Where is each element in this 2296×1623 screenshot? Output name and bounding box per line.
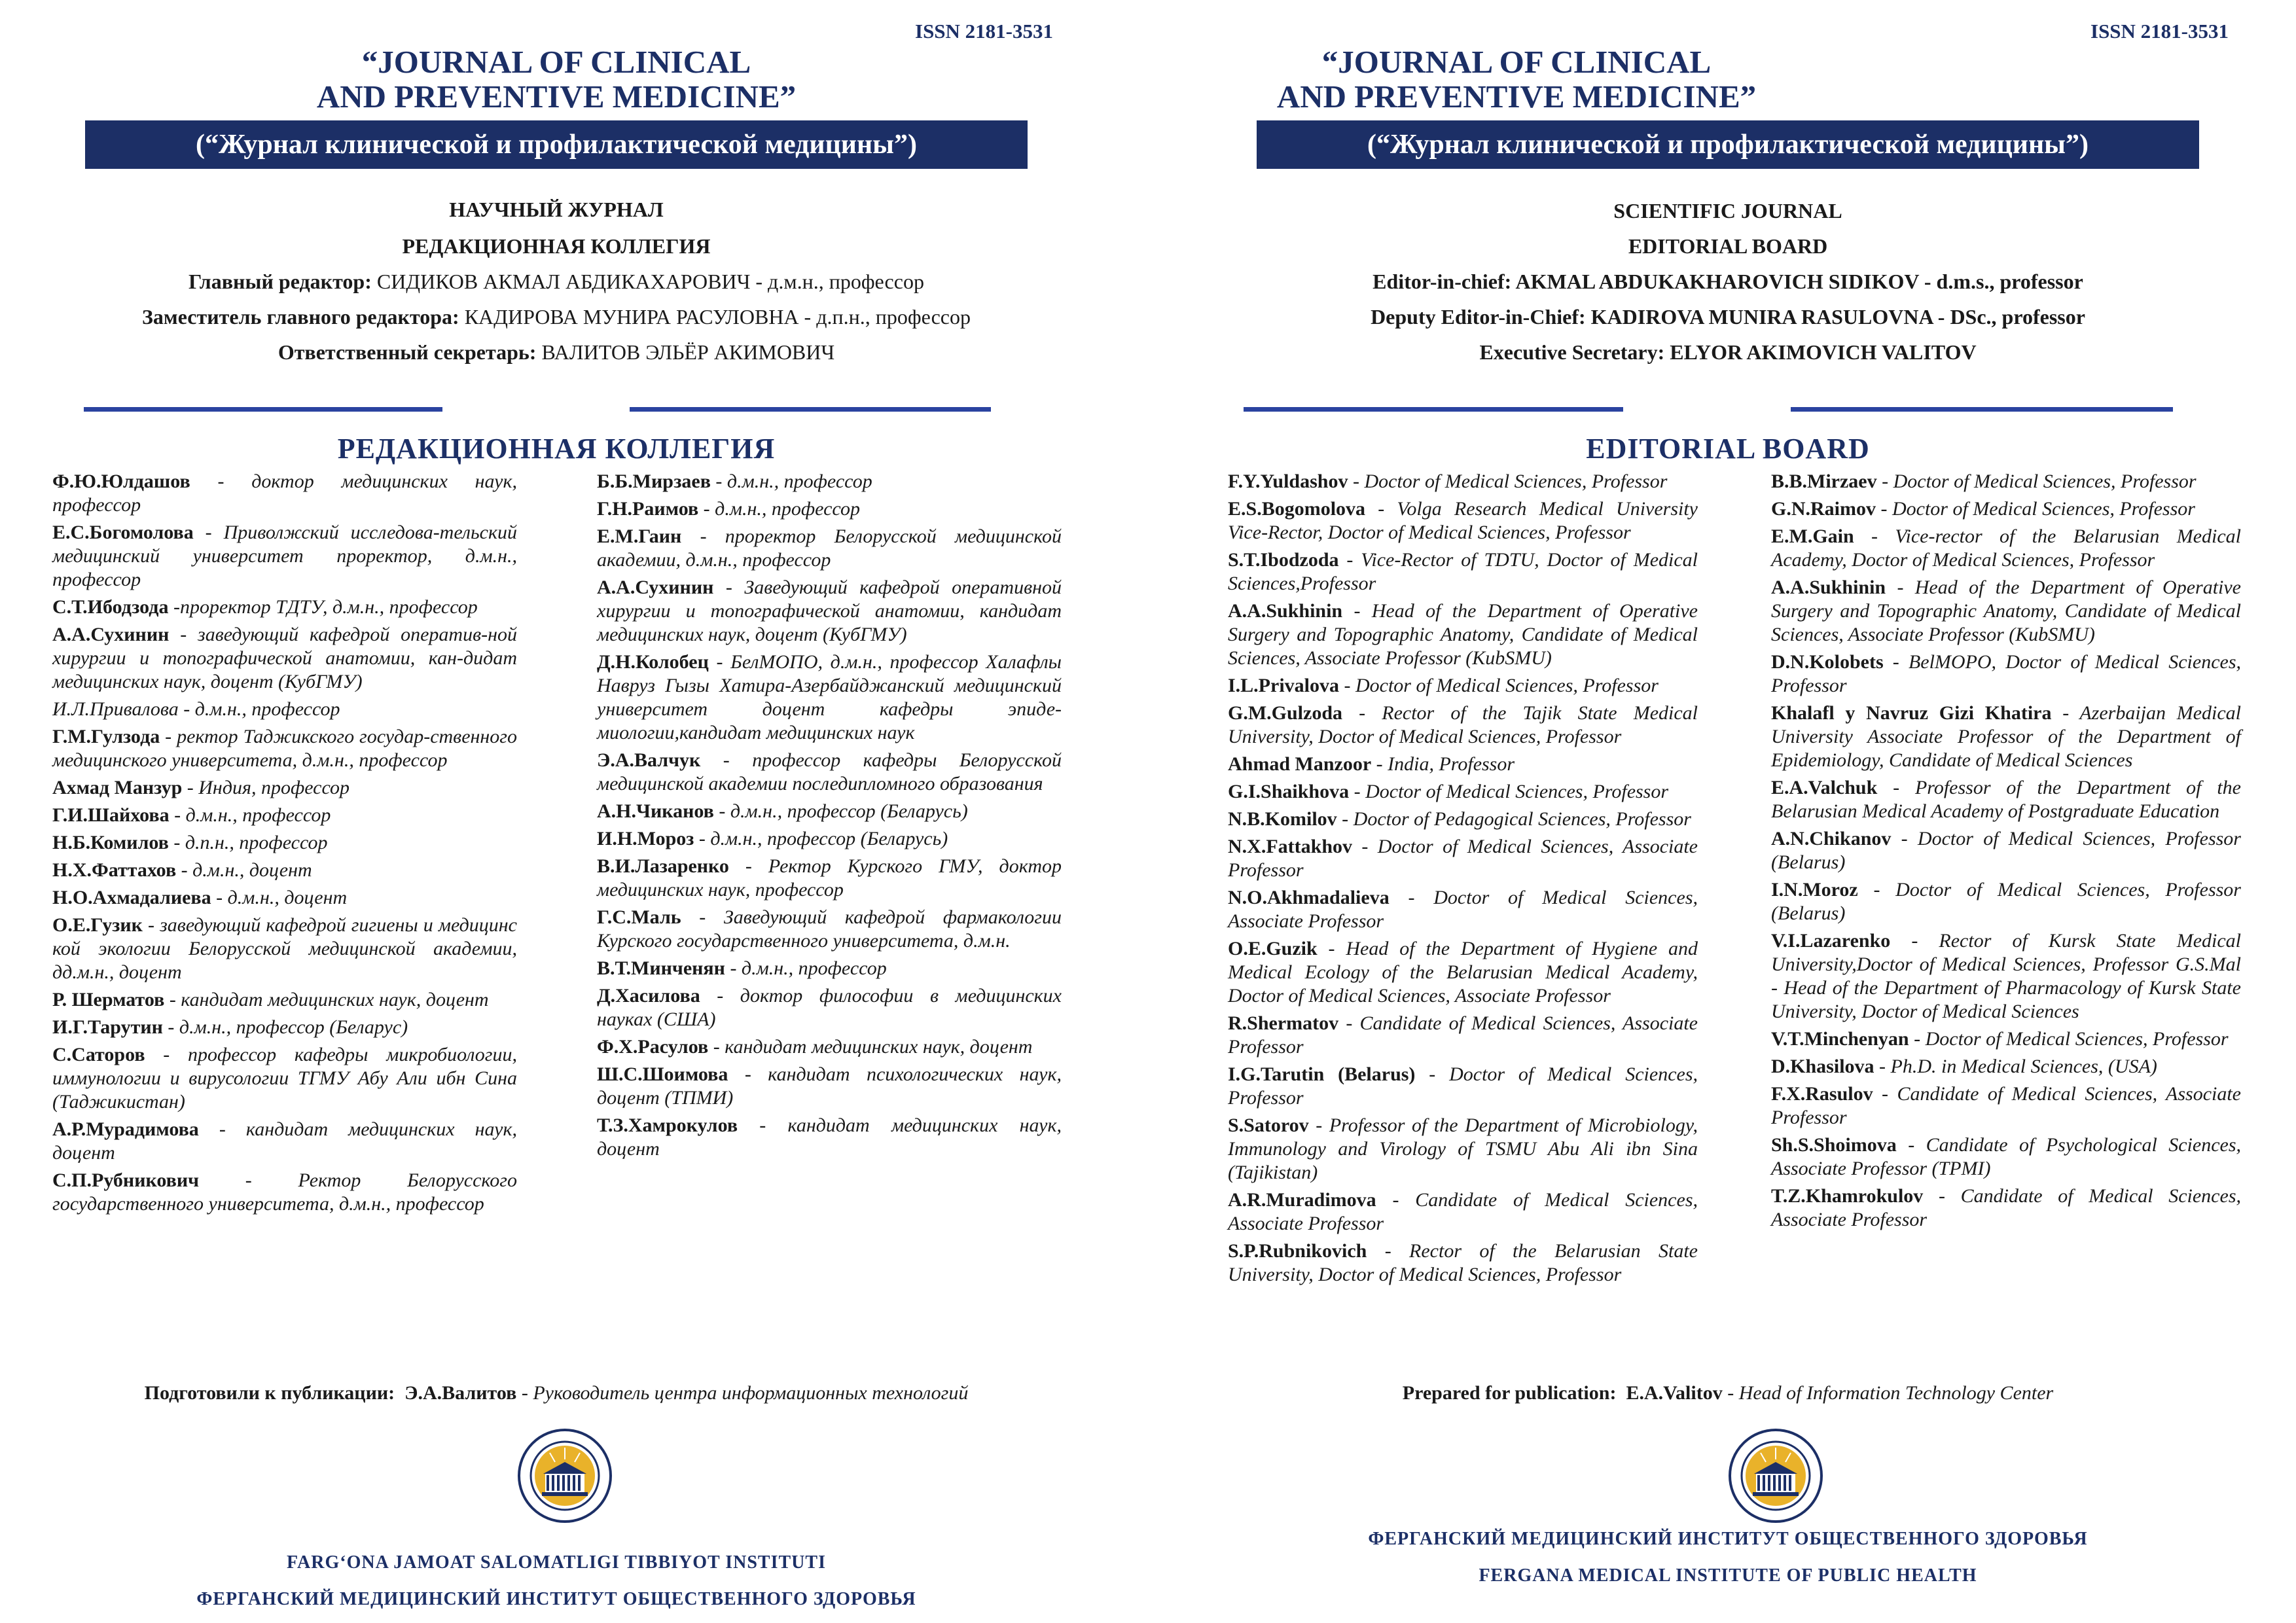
board-member-entry: [597, 525, 1062, 572]
deputy-label: Заместитель главного редактора:: [142, 305, 459, 329]
board-member-entry: [597, 800, 1062, 823]
institute-name-line2: ФЕРГАНСКИЙ МЕДИЦИНСКИЙ ИНСТИТУТ ОБЩЕСТВЕННОГО ЗДОРОВЬЯ: [196, 1589, 916, 1609]
board-member-entry: [52, 623, 517, 694]
board-member-name: Е.С.Богомолова: [52, 522, 194, 543]
divider-rule: [1244, 407, 1623, 412]
board-member-entry: [597, 470, 1062, 493]
board-member-description: - кандидат психологических наук, доцент (ТПМИ): [597, 1063, 1062, 1109]
editor-in-chief: [85, 268, 1028, 294]
board-member-entry: [597, 906, 1062, 953]
board-member-description: - Candidate of Medical Sciences, Associate Professor: [1771, 1083, 2241, 1128]
secretary-label: Ответственный секретарь:: [278, 340, 537, 364]
board-member-name: А.Н.Чиканов: [597, 800, 714, 822]
board-member-name: Ш.С.Шоимова: [597, 1063, 728, 1085]
institute-name-line1: ФЕРГАНСКИЙ МЕДИЦИНСКИЙ ИНСТИТУТ ОБЩЕСТВЕННОГО ЗДОРОВЬЯ: [1368, 1529, 2088, 1549]
board-member-entry: [597, 749, 1062, 796]
board-member-entry: [1228, 1063, 1698, 1110]
secretary-value: ВАЛИТОВ ЭЛЬЁР АКИМОВИЧ: [536, 340, 835, 364]
editor-in-chief: Editor-in-chief: AKMAL ABDUKAKHAROVICH SIDIKOV - d.m.s., professor: [1372, 270, 2083, 293]
board-member-description: И.Л.Привалова - д.м.н., профессор: [52, 698, 340, 720]
board-member-entry: [1228, 1114, 1698, 1185]
board-member-entry: [52, 776, 517, 800]
board-member-entry: [597, 1035, 1062, 1059]
board-member-name: G.I.Shaikhova: [1228, 781, 1350, 802]
board-member-name: А.Р.Мурадимова: [52, 1118, 199, 1140]
board-member-description: - д.м.н., профессор: [725, 957, 887, 979]
board-member-name: E.A.Valchuk: [1771, 777, 1878, 798]
board-member-description: - профессор кафедры микробиологии, иммунологии и вирусологии ТГМУ Абу Али ибн Сина (Таджикистан): [52, 1044, 517, 1113]
board-member-description: - БелМОПО, д.м.н., профессор Халафлы Навруз Гызы Хатира-Азербайджанский медицинский университет доцент кафедры эпиде-миологии,кандидат медицинских наук: [597, 651, 1062, 743]
board-member-name: N.O.Akhmadalieva: [1228, 887, 1390, 908]
board-member-name: Р. Шерматов: [52, 989, 165, 1010]
journal-subtitle-banner: (“Журнал клинической и профилактической медицины”): [85, 120, 1028, 169]
board-member-name: A.R.Muradimova: [1228, 1189, 1376, 1211]
board-member-entry: [52, 725, 517, 772]
board-member-entry: [52, 859, 517, 882]
board-member-entry: [1228, 599, 1698, 670]
board-member-entry: [52, 698, 517, 721]
board-member-name: O.E.Guzik: [1228, 938, 1318, 959]
board-member-entry: [597, 1063, 1062, 1110]
board-member-name: С.Саторов: [52, 1044, 145, 1065]
prep-label: Подготовили к публикации:: [144, 1382, 395, 1404]
board-member-name: Д.Хасилова: [597, 985, 700, 1007]
issn-label: ISSN 2181-3531: [915, 20, 1054, 43]
board-member-description: - Doctor of Medical Sciences, Professor: [1909, 1028, 2229, 1050]
board-member-name: I.N.Moroz: [1771, 879, 1858, 901]
board-member-entry: [597, 984, 1062, 1031]
board-member-description: - Rector of the Belarusian State University, Doctor of Medical Sciences, Professor: [1228, 1240, 1698, 1285]
board-member-name: V.I.Lazarenko: [1771, 930, 1891, 952]
board-member-description: - Doctor of Medical Sciences, Professor: [1228, 1063, 1698, 1109]
board-member-description: - Doctor of Medical Sciences, Professor: [1339, 675, 1659, 696]
board-member-entry: [1771, 497, 2241, 521]
board-member-name: Н.О.Ахмадалиева: [52, 887, 211, 908]
divider-rule: [630, 407, 991, 412]
board-member-name: Ахмад Манзур: [52, 777, 183, 798]
board-member-description: - проректор Белорусской медицинской академии, д.м.н., профессор: [597, 526, 1062, 571]
journal-subtitle-banner: (“Журнал клинической и профилактической медицины”): [1257, 120, 2199, 169]
board-member-entry: [52, 914, 517, 984]
board-column-1: [1228, 470, 1698, 1291]
board-member-description: - Volga Research Medical University Vice-Rector, Doctor of Medical Sciences, Professor: [1228, 498, 1698, 543]
board-column-2: [597, 470, 1062, 1165]
board-member-name: Ahmad Manzoor: [1228, 753, 1372, 775]
board-member-entry: [597, 957, 1062, 980]
board-member-description: - Doctor of Medical Sciences, Professor: [1876, 498, 2195, 520]
divider-rule: [84, 407, 442, 412]
journal-title: [1268, 45, 1765, 114]
prepared-for-publication: [85, 1382, 1028, 1404]
section-title: EDITORIAL BOARD: [1586, 433, 1870, 465]
board-member-entry: [1771, 525, 2241, 572]
board-member-name: A.A.Sukhinin: [1228, 600, 1343, 622]
board-member-description: - Head of the Department of Hygiene and Medical Ecology of the Belarusian Medical Academy, Doctor of Medical Sciences, Associate Professor: [1228, 938, 1698, 1007]
board-member-name: G.N.Raimov: [1771, 498, 1876, 520]
board-member-name: N.B.Komilov: [1228, 808, 1337, 830]
board-member-description: - Ректор Белорусского государственного университета, д.м.н., профессор: [52, 1169, 517, 1215]
board-member-entry: [1228, 1240, 1698, 1287]
board-member-entry: [1771, 702, 2241, 772]
board-member-description: - заведующий кафедрой гигиены и медицинс кой экологии Белорусской медицинской академии, дд.м.н., доцент: [52, 914, 517, 983]
board-member-entry: [1771, 651, 2241, 698]
board-member-entry: [52, 988, 517, 1012]
board-member-description: - Doctor of Medical Sciences, Professor: [1876, 471, 2197, 492]
board-member-name: A.N.Chikanov: [1771, 828, 1892, 849]
board-member-description: - д.м.н., доцент: [176, 859, 312, 881]
board-member-name: Е.М.Гаин: [597, 526, 682, 547]
board-member-name: V.T.Minchenyan: [1771, 1028, 1909, 1050]
section-title: РЕДАКЦИОННАЯ КОЛЛЕГИЯ: [337, 433, 776, 465]
board-member-name: Т.З.Хамрокулов: [597, 1115, 738, 1136]
board-member-entry: [52, 596, 517, 619]
board-member-description: - Rector of Kursk State Medical University,Doctor of Medical Sciences, Professor G.S.Mal - Head of the Department of Pharmacology of Kursk State University, Doctor of Medical Sciences: [1771, 930, 2241, 1022]
board-member-description: - д.м.н., профессор (Беларус): [162, 1016, 408, 1038]
board-member-name: S.T.Ibodzoda: [1228, 549, 1339, 571]
board-member-description: - ректор Таджикского государ-ственного медицинского университета, д.м.н., профессор: [52, 726, 517, 771]
board-member-entry: [52, 1016, 517, 1039]
divider-rule: [1791, 407, 2173, 412]
board-member-entry: [1771, 878, 2241, 925]
board-member-description: - Candidate of Medical Sciences, Associate Professor: [1228, 1012, 1698, 1058]
board-member-entry: [1228, 674, 1698, 698]
issn-label: ISSN 2181-3531: [2090, 20, 2229, 43]
board-member-description: - Head of the Department of Operative Surgery and Topographic Anatomy, Candidate of Medical Sciences, Associate Professor (KubSMU): [1771, 577, 2241, 645]
board-member-description: - профессор кафедры Белорусской медицинской академии последипломного образования: [597, 749, 1062, 794]
chief-label: Главный редактор:: [188, 270, 372, 293]
board-member-name: N.X.Fattakhov: [1228, 836, 1353, 857]
journal-type: SCIENTIFIC JOURNAL: [1613, 199, 1842, 223]
board-heading: РЕДАКЦИОННАЯ КОЛЛЕГИЯ: [402, 234, 711, 258]
deputy-value: КАДИРОВА МУНИРА РАСУЛОВНА - д.п.н., профессор: [459, 305, 971, 329]
board-member-entry: [1771, 1185, 2241, 1232]
chief-value: СИДИКОВ АКМАЛ АБДИКАХАРОВИЧ - д.м.н., профессор: [371, 270, 924, 293]
board-member-description: - Candidate of Medical Sciences, Associate Professor: [1771, 1185, 2241, 1230]
board-member-description: - д.м.н., профессор (Беларусь): [694, 828, 948, 849]
board-member-name: F.X.Rasulov: [1771, 1083, 1873, 1105]
board-member-description: - Doctor of Medical Sciences, Professor (Belarus): [1771, 828, 2241, 873]
board-member-name: Khalafl y Navruz Gizi Khatira: [1771, 702, 2052, 724]
board-member-name: I.G.Tarutin (Belarus): [1228, 1063, 1416, 1085]
board-member-description: - Doctor of Medical Sciences, Associate Professor: [1228, 836, 1698, 881]
board-member-name: Н.Б.Комилов: [52, 832, 169, 853]
board-member-name: Б.Б.Мирзаев: [597, 471, 711, 492]
board-member-entry: [1771, 1133, 2241, 1181]
board-member-description: - Candidate of Psychological Sciences, Associate Professor (TPMI): [1771, 1134, 2241, 1179]
board-member-name: И.Н.Мороз: [597, 828, 694, 849]
board-member-entry: [1228, 548, 1698, 596]
journal-title-line1: “JOURNAL OF CLINICAL: [361, 44, 751, 80]
institute-name-line1: FARG‘ONA JAMOAT SALOMATLIGI TIBBIYOT INSTITUTI: [287, 1552, 826, 1573]
board-member-name: S.Satorov: [1228, 1115, 1309, 1136]
board-member-entry: [1771, 776, 2241, 823]
board-member-name: Ф.Х.Расулов: [597, 1036, 709, 1058]
board-member-description: - Индия, профессор: [182, 777, 350, 798]
prep-desc: - Head of Information Technology Center: [1722, 1382, 2054, 1404]
board-member-description: - д.м.н., профессор: [169, 804, 331, 826]
board-member-description: - Ph.D. in Medical Sciences, (USA): [1874, 1056, 2157, 1077]
board-member-name: С.П.Рубникович: [52, 1169, 200, 1191]
board-member-name: Д.Н.Колобец: [597, 651, 709, 673]
board-member-entry: [1228, 886, 1698, 933]
deputy-editor: Deputy Editor-in-Chief: KADIROVA MUNIRA RASULOVNA - DSc., professor: [1371, 305, 2085, 329]
board-member-description: - Заведующий кафедрой оперативной хирургии и топографической анатомии, кандидат медицинских наук, доцент (КубГМУ): [597, 577, 1062, 645]
board-member-description: - Doctor of Medical Sciences, Professor (Belarus): [1771, 879, 2241, 924]
board-member-name: В.И.Лазаренко: [597, 855, 729, 877]
board-member-name: Н.Х.Фаттахов: [52, 859, 177, 881]
board-member-entry: [52, 831, 517, 855]
board-member-name: I.L.Privalova: [1228, 675, 1339, 696]
board-member-description: - заведующий кафедрой оператив-ной хирургии и топографической анатомии, кан-дидат медицинских наук, доцент (КубГМУ): [52, 624, 517, 692]
board-heading: EDITORIAL BOARD: [1628, 234, 1828, 258]
board-member-description: - кандидат медицинских наук, доцент: [597, 1115, 1062, 1160]
board-member-entry: [597, 855, 1062, 902]
board-member-entry: [1771, 929, 2241, 1024]
board-member-description: -проректор ТДТУ, д.м.н., профессор: [168, 596, 478, 618]
board-member-entry: [52, 521, 517, 592]
board-member-description: - Vice-rector of the Belarusian Medical Academy, Doctor of Medical Sciences, Professor: [1771, 526, 2241, 571]
board-member-description: - д.м.н., профессор: [698, 498, 860, 520]
board-member-description: - д.м.н., доцент: [211, 887, 348, 908]
board-member-name: T.Z.Khamrokulov: [1771, 1185, 1924, 1207]
prep-name: Э.А.Валитов: [404, 1382, 517, 1404]
board-member-name: В.Т.Минченян: [597, 957, 725, 979]
board-member-description: - Azerbaijan Medical University Associate Professor of the Department of Epidemiology, Candidate of Medical Sciences: [1771, 702, 2242, 771]
executive-secretary: [85, 339, 1028, 365]
board-member-description: - Rector of the Tajik State Medical University, Doctor of Medical Sciences, Professor: [1228, 702, 1698, 747]
board-member-name: Г.М.Гулзода: [52, 726, 160, 747]
board-member-entry: [1228, 937, 1698, 1008]
board-member-entry: [1771, 576, 2241, 647]
board-member-entry: [1771, 1027, 2241, 1051]
board-member-name: А.А.Сухинин: [597, 577, 714, 598]
board-member-name: A.A.Sukhinin: [1771, 577, 1886, 598]
board-member-description: - Doctor of Medical Sciences, Associate Professor: [1228, 887, 1698, 932]
board-member-name: D.N.Kolobets: [1771, 651, 1884, 673]
board-member-description: - Ректор Курского ГМУ, доктор медицинских наук, профессор: [597, 855, 1062, 901]
board-member-name: Sh.S.Shoimova: [1771, 1134, 1897, 1156]
board-member-description: - Vice-Rector of TDTU, Doctor of Medical Sciences,Professor: [1228, 549, 1698, 594]
board-member-description: - д.п.н., профессор: [168, 832, 328, 853]
board-member-entry: [52, 1118, 517, 1165]
journal-title-line2: AND PREVENTIVE MEDICINE”: [316, 79, 797, 115]
board-member-name: О.Е.Гузик: [52, 914, 143, 936]
institute-seal-logo: [1728, 1428, 1823, 1524]
board-member-description: - кандидат медицинских наук, доцент: [708, 1036, 1033, 1058]
board-member-entry: [1228, 1188, 1698, 1236]
right-page: [1148, 0, 2296, 1623]
board-member-description: - Professor of the Department of the Belarusian Medical Academy of Postgraduate Education: [1771, 777, 2241, 822]
board-member-description: - д.м.н., профессор (Беларусь): [713, 800, 968, 822]
executive-secretary: Executive Secretary: ELYOR AKIMOVICH VALITOV: [1479, 340, 1977, 364]
board-member-name: Э.А.Валчук: [597, 749, 701, 771]
board-member-description: - Заведующий кафедрой фармакологии Курского государственного университета, д.м.н.: [597, 906, 1062, 952]
board-member-entry: [597, 1114, 1062, 1161]
board-member-name: E.M.Gain: [1771, 526, 1854, 547]
board-member-entry: [52, 470, 517, 517]
board-member-entry: [597, 827, 1062, 851]
board-member-entry: [1228, 702, 1698, 749]
prep-desc: - Руководитель центра информационных технологий: [516, 1382, 969, 1404]
board-member-name: S.P.Rubnikovich: [1228, 1240, 1367, 1262]
board-member-entry: [1228, 835, 1698, 882]
board-member-entry: [1228, 780, 1698, 804]
board-member-description: - доктор медицинских наук, профессор: [52, 471, 517, 516]
journal-type: НАУЧНЫЙ ЖУРНАЛ: [449, 198, 664, 221]
board-member-name: Ф.Ю.Юлдашов: [52, 471, 190, 492]
board-member-entry: [1771, 827, 2241, 874]
board-member-entry: [1228, 753, 1698, 776]
board-member-name: Г.И.Шайхова: [52, 804, 170, 826]
board-member-description: - Приволжский исследова-тельский медицинский университет проректор, д.м.н., профессор: [52, 522, 517, 590]
board-member-description: - кандидат медицинских наук, доцент: [164, 989, 489, 1010]
board-member-entry: [52, 886, 517, 910]
board-member-name: А.А.Сухинин: [52, 624, 170, 645]
board-member-entry: [1771, 1055, 2241, 1079]
board-member-entry: [597, 576, 1062, 647]
board-member-name: R.Shermatov: [1228, 1012, 1339, 1034]
board-member-name: И.Г.Тарутин: [52, 1016, 163, 1038]
board-member-entry: [52, 804, 517, 827]
board-member-entry: [1228, 470, 1698, 493]
journal-title: [308, 45, 805, 114]
institute-name-line2: FERGANA MEDICAL INSTITUTE OF PUBLIC HEALTH: [1479, 1565, 1977, 1586]
board-member-description: - Head of the Department of Operative Surgery and Topographic Anatomy, Candidate of Medical Sciences, Associate Professor (KubSMU): [1228, 600, 1698, 669]
board-member-description: - доктор философии в медицинских науках (США): [597, 985, 1062, 1030]
board-member-description: - Doctor of Pedagogical Sciences, Professor: [1336, 808, 1691, 830]
board-member-entry: [1228, 1012, 1698, 1059]
board-member-description: - Doctor of Medical Sciences, Professor: [1348, 471, 1668, 492]
prep-label: Prepared for publication:: [1402, 1382, 1617, 1404]
deputy-editor: [85, 304, 1028, 330]
board-member-description: - BelMOPO, Doctor of Medical Sciences, Professor: [1771, 651, 2241, 696]
prepared-for-publication: [1257, 1382, 2199, 1404]
journal-title-line2: AND PREVENTIVE MEDICINE”: [1276, 79, 1757, 115]
board-member-description: - India, Professor: [1371, 753, 1515, 775]
board-member-name: Г.Н.Раимов: [597, 498, 699, 520]
board-member-description: - Doctor of Medical Sciences, Professor: [1349, 781, 1669, 802]
board-member-description: - д.м.н., профессор: [710, 471, 872, 492]
board-member-name: E.S.Bogomolova: [1228, 498, 1366, 520]
board-member-name: G.M.Gulzoda: [1228, 702, 1343, 724]
board-member-entry: [1771, 1082, 2241, 1130]
board-member-description: - Professor of the Department of Microbiology, Immunology and Virology of TSMU Abu Ali ibn Sina (Tajikistan): [1228, 1115, 1698, 1183]
board-member-description: - кандидат медицинских наук, доцент: [52, 1118, 517, 1164]
board-member-entry: [1228, 497, 1698, 544]
board-member-entry: [52, 1169, 517, 1216]
board-member-entry: [597, 651, 1062, 745]
board-member-name: F.Y.Yuldashov: [1228, 471, 1348, 492]
board-member-entry: [1771, 470, 2241, 493]
institute-seal-logo: [517, 1428, 613, 1524]
journal-title-line1: “JOURNAL OF CLINICAL: [1321, 44, 1712, 80]
board-member-name: С.Т.Ибодзода: [52, 596, 169, 618]
board-member-description: - Candidate of Medical Sciences, Associate Professor: [1228, 1189, 1698, 1234]
board-member-name: B.B.Mirzaev: [1771, 471, 1877, 492]
prep-name: E.A.Valitov: [1626, 1382, 1723, 1404]
board-member-name: D.Khasilova: [1771, 1056, 1874, 1077]
board-column-2: [1771, 470, 2241, 1236]
board-member-entry: [1228, 808, 1698, 831]
board-member-entry: [52, 1043, 517, 1114]
board-member-name: Г.С.Маль: [597, 906, 681, 928]
board-column-1: [52, 470, 517, 1220]
board-member-entry: [597, 497, 1062, 521]
